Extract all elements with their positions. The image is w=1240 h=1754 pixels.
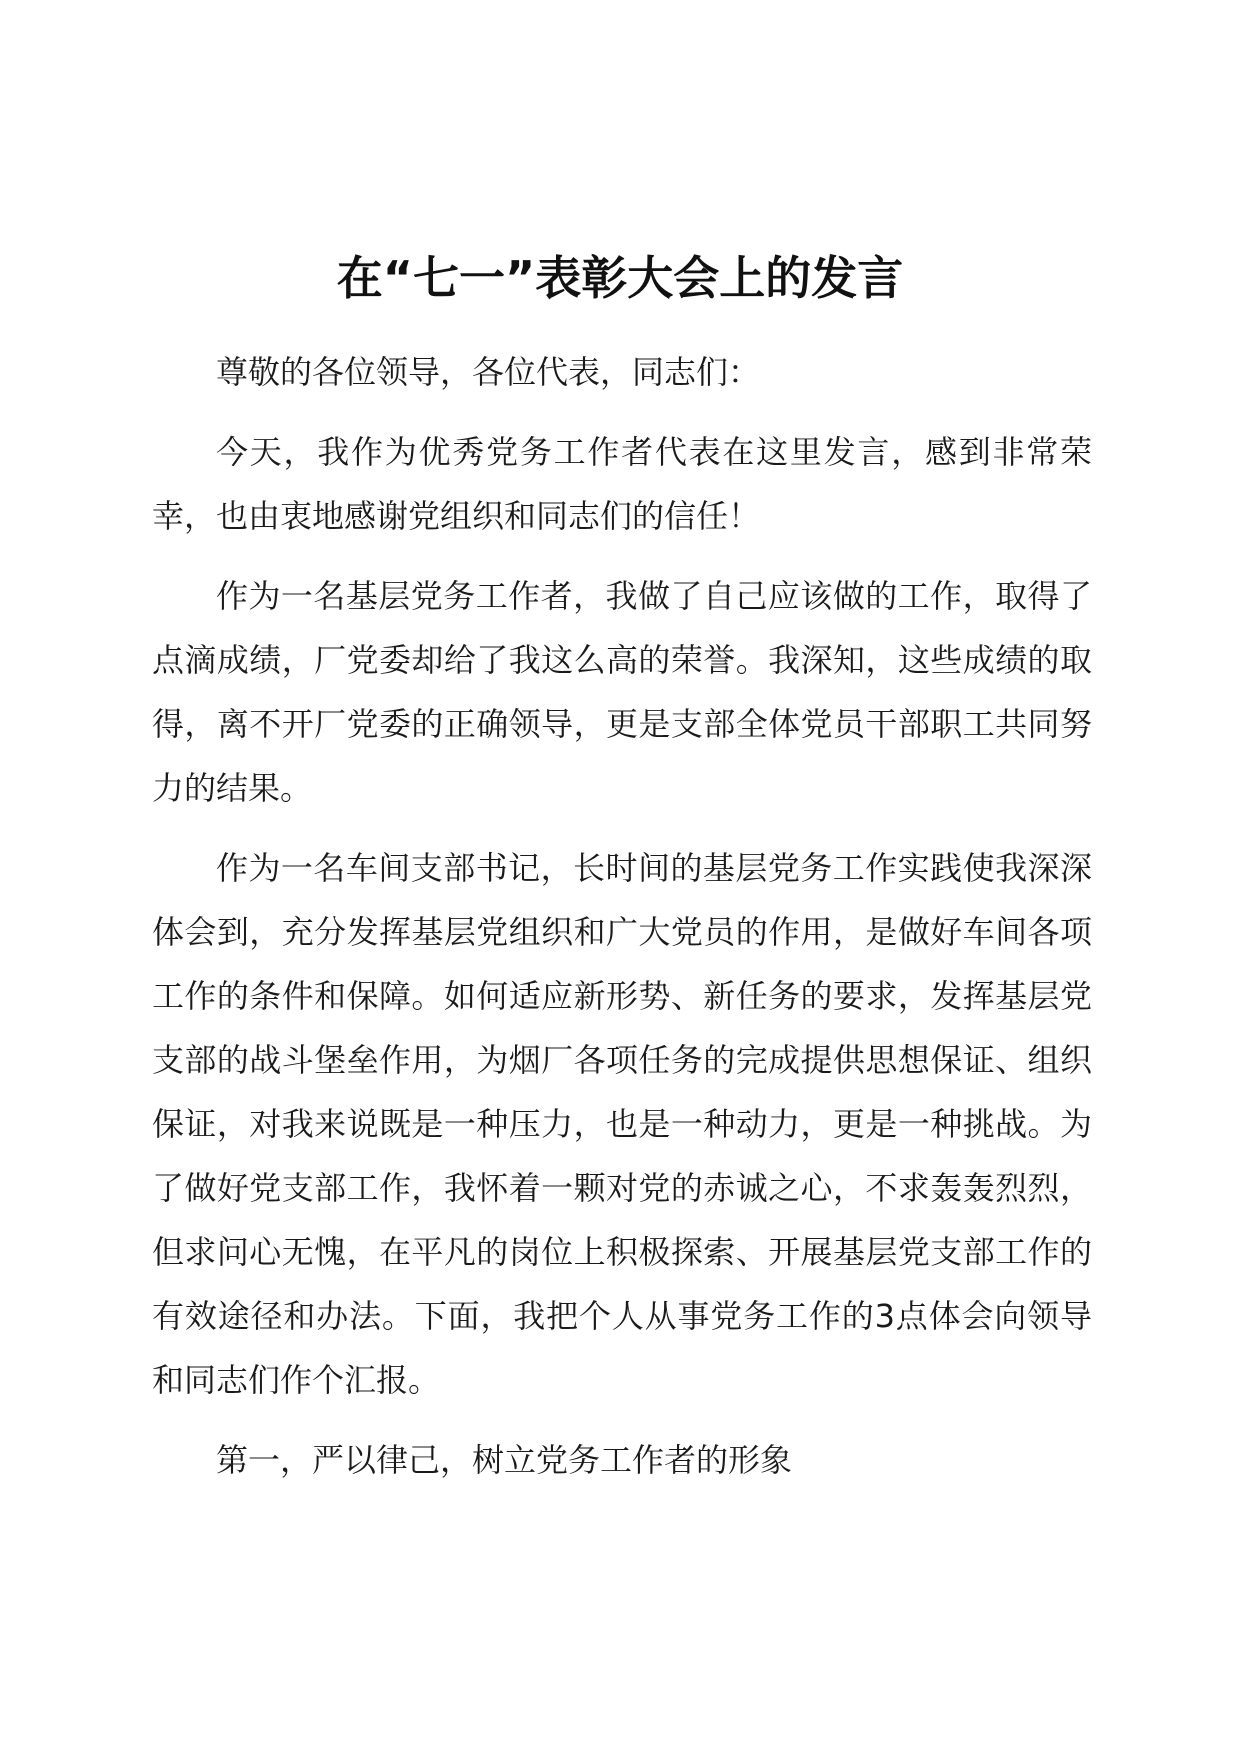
document-body	[152, 340, 1092, 1508]
body-paragraph: 今天，我作为优秀党务工作者代表在这里发言，感到非常荣幸，也由衷地感谢党组织和同志们的信任！	[152, 433, 1092, 535]
salutation-paragraph: 尊敬的各位领导，各位代表，同志们：	[216, 353, 761, 391]
body-paragraph: 作为一名基层党务工作者，我做了自己应该做的工作，取得了点滴成绩，厂党委却给了我这么高的荣誉。我深知，这些成绩的取得，离不开厂党委的正确领导，更是支部全体党员干部职工共同努力的结果。	[152, 577, 1092, 807]
section-heading-paragraph: 第一，严以律己，树立党务工作者的形象	[216, 1441, 793, 1479]
body-paragraph: 作为一名车间支部书记，长时间的基层党务工作实践使我深深体会到，充分发挥基层党组织和广大党员的作用，是做好车间各项工作的条件和保障。如何适应新形势、新任务的要求，发挥基层党支部的战斗堡垒作用，为烟厂各项任务的完成提供思想保证、组织保证，对我来说既是一种压力，也是一种动力，更是一种挑战。为了做好党支部工作，我怀着一颗对党的赤诚之心，不求轰轰烈烈，但求问心无愧，在平凡的岗位上积极探索、开展基层党支部工作的有效途径和办法。下面，我把个人从事党务工作的3点体会向领导和同志们作个汇报。	[152, 849, 1092, 1399]
document-title: 在“七一”表彰大会上的发言	[336, 251, 904, 305]
